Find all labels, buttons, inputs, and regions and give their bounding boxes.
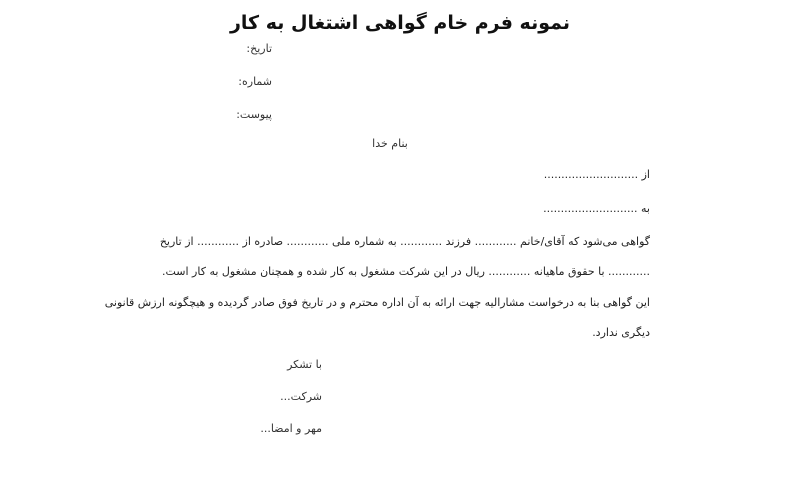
body-line-3: این گواهی بنا به درخواست مشارالیه جهت ارائه به آن اداره محترم و در تاریخ فوق صادر گردیده و هیچگونه ارزش قانونی bbox=[104, 296, 650, 309]
from-line bbox=[544, 168, 650, 181]
to-line bbox=[543, 202, 650, 215]
from-label: از bbox=[641, 168, 650, 181]
bismillah-heading: بنام خدا bbox=[372, 137, 408, 150]
body-line-2: ............ با حقوق ماهیانه ............ ریال در این شرکت مشغول به کار شده و همچنان مشغول به کار است. bbox=[161, 265, 650, 278]
attachment-label: پیوست: bbox=[236, 108, 272, 121]
closing-company: شرکت... bbox=[280, 390, 322, 403]
document-title: نمونه فرم خام گواهی اشتغال به کار bbox=[229, 12, 570, 34]
closing-seal-signature: مهر و امضا... bbox=[260, 422, 322, 435]
body-line-4: دیگری ندارد. bbox=[592, 326, 650, 339]
to-blank: ........................... bbox=[543, 202, 638, 215]
date-label: تاریخ: bbox=[246, 42, 272, 55]
number-label: شماره: bbox=[238, 75, 272, 88]
body-line-1: گواهی می‌شود که آقای/خانم ............ فرزند ............ به شماره ملی ............ صادره از ............ از تاریخ bbox=[159, 235, 650, 248]
to-label: به bbox=[641, 202, 650, 215]
from-blank: ........................... bbox=[543, 168, 639, 181]
closing-thanks: با تشکر bbox=[287, 358, 322, 371]
